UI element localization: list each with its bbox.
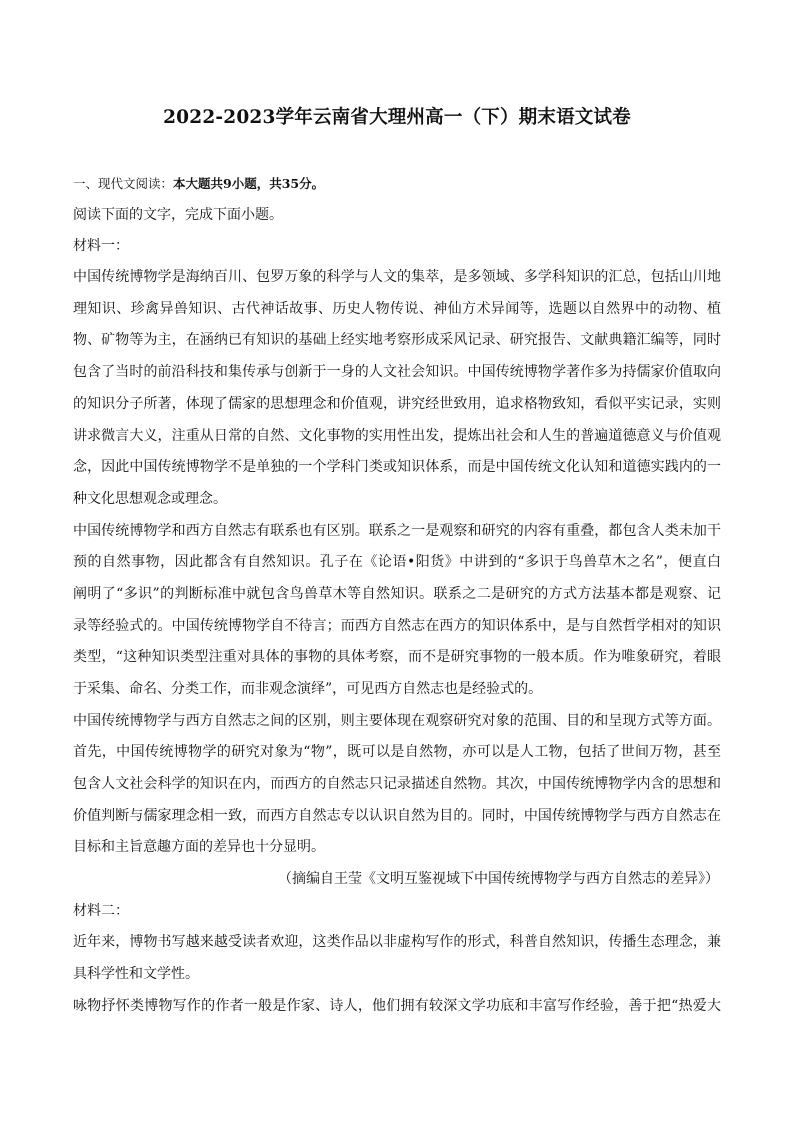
paragraph-line: 预的自然事物，因此都含有自然知识。孔子在《论语•阳货》中讲到的“多识于鸟兽草木之名”，便直白 — [73, 554, 721, 570]
paragraph-line: 念，因此中国传统博物学不是单独的一个学科门类或知识体系，而是中国传统文化认知和道德实践内的一 — [73, 459, 721, 475]
paragraph-line: 录等经验式的。中国传统博物学自不待言；而西方自然志在西方的知识体系中，是与自然哲学相对的知识 — [73, 618, 721, 634]
paragraph-line: 包含人文社会科学的知识在内，而西方的自然志只记录描述自然物。其次，中国传统博物学内含的思想和 — [73, 776, 721, 792]
paragraph-line: 阐明了“多识”的判断标准中就包含鸟兽草木等自然知识。联系之二是研究的方式方法基本都是观察、记 — [73, 586, 721, 602]
paragraph-line: 目标和主旨意趣方面的差异也十分显明。 — [73, 839, 325, 855]
paragraph-line: 讲求微言大义，注重从日常的自然、文化事物的实用性出发，提炼出社会和人生的普遍道德意义与价值观 — [73, 428, 721, 444]
page-title: 2022-2023学年云南省大理州高一（下）期末语文试卷 — [163, 107, 631, 128]
instruction-line: 阅读下面的文字，完成下面小题。 — [73, 207, 283, 223]
section-heading-label: 一、现代文阅读： — [73, 176, 174, 191]
paragraph-line: 中国传统博物学与西方自然志之间的区别，则主要体现在观察研究对象的范围、目的和呈现方式等方面。 — [73, 713, 721, 729]
paragraph-line: 物、矿物等为主，在涵纳已有知识的基础上经实地考察形成采风记录、研究报告、文献典籍汇编等，同时 — [73, 332, 721, 348]
source-citation: （摘编自王莹《文明互鉴视域下中国传统博物学与西方自然志的差异》） — [278, 871, 719, 887]
paragraph-line: 中国传统博物学和西方自然志有联系也有区别。联系之一是观察和研究的内容有重叠，都包含人类未加干 — [73, 523, 721, 539]
paragraph-line: 近年来，博物书写越来越受读者欢迎，这类作品以非虚构写作的形式，科普自然知识，传播生态理念，兼 — [73, 934, 721, 950]
paragraph-line: 咏物抒怀类博物写作的作者一般是作家、诗人，他们拥有较深文学功底和丰富写作经验，善于把“热爱大 — [73, 998, 721, 1014]
section-heading-detail: 本大题共9小题，共35分。 — [173, 176, 325, 191]
paragraph-line: 具科学性和文学性。 — [73, 966, 199, 982]
paragraph-line: 价值判断与儒家理念相一致，而西方自然志专以认识自然为目的。同时，中国传统博物学与西方自然志在 — [73, 808, 721, 824]
paragraph-line: 中国传统博物学是海纳百川、包罗万象的科学与人文的集萃，是多领域、多学科知识的汇总，包括山川地 — [73, 269, 721, 285]
paragraph-line: 于采集、命名、分类工作，而非观念演绎”，可见西方自然志也是经验式的。 — [73, 681, 543, 697]
paragraph-line: 包含了当时的前沿科技和集传承与创新于一身的人文社会知识。中国传统博物学著作多为持儒家价值取向 — [73, 364, 721, 380]
paragraph-line: 首先，中国传统博物学的研究对象为“物”，既可以是自然物，亦可以是人工物，包括了世间万物，甚至 — [73, 744, 721, 760]
section-heading — [73, 174, 324, 194]
paragraph-line: 种文化思想观念或理念。 — [73, 491, 227, 507]
material-label: 材料一： — [73, 238, 129, 254]
paragraph-line: 的知识分子所著，体现了儒家的思想理念和价值观，讲究经世致用，追求格物致知，看似平实记录，实则 — [73, 396, 721, 412]
paragraph-line: 理知识、珍禽异兽知识、古代神话故事、历史人物传说、神仙方术异闻等，选题以自然界中的动物、植 — [73, 301, 721, 317]
paragraph-line: 类型，“这种知识类型注重对具体的事物的具体考察，而不是研究事物的一般本质。作为唯象研究，着眼 — [73, 649, 721, 665]
material-label: 材料二： — [73, 903, 129, 919]
